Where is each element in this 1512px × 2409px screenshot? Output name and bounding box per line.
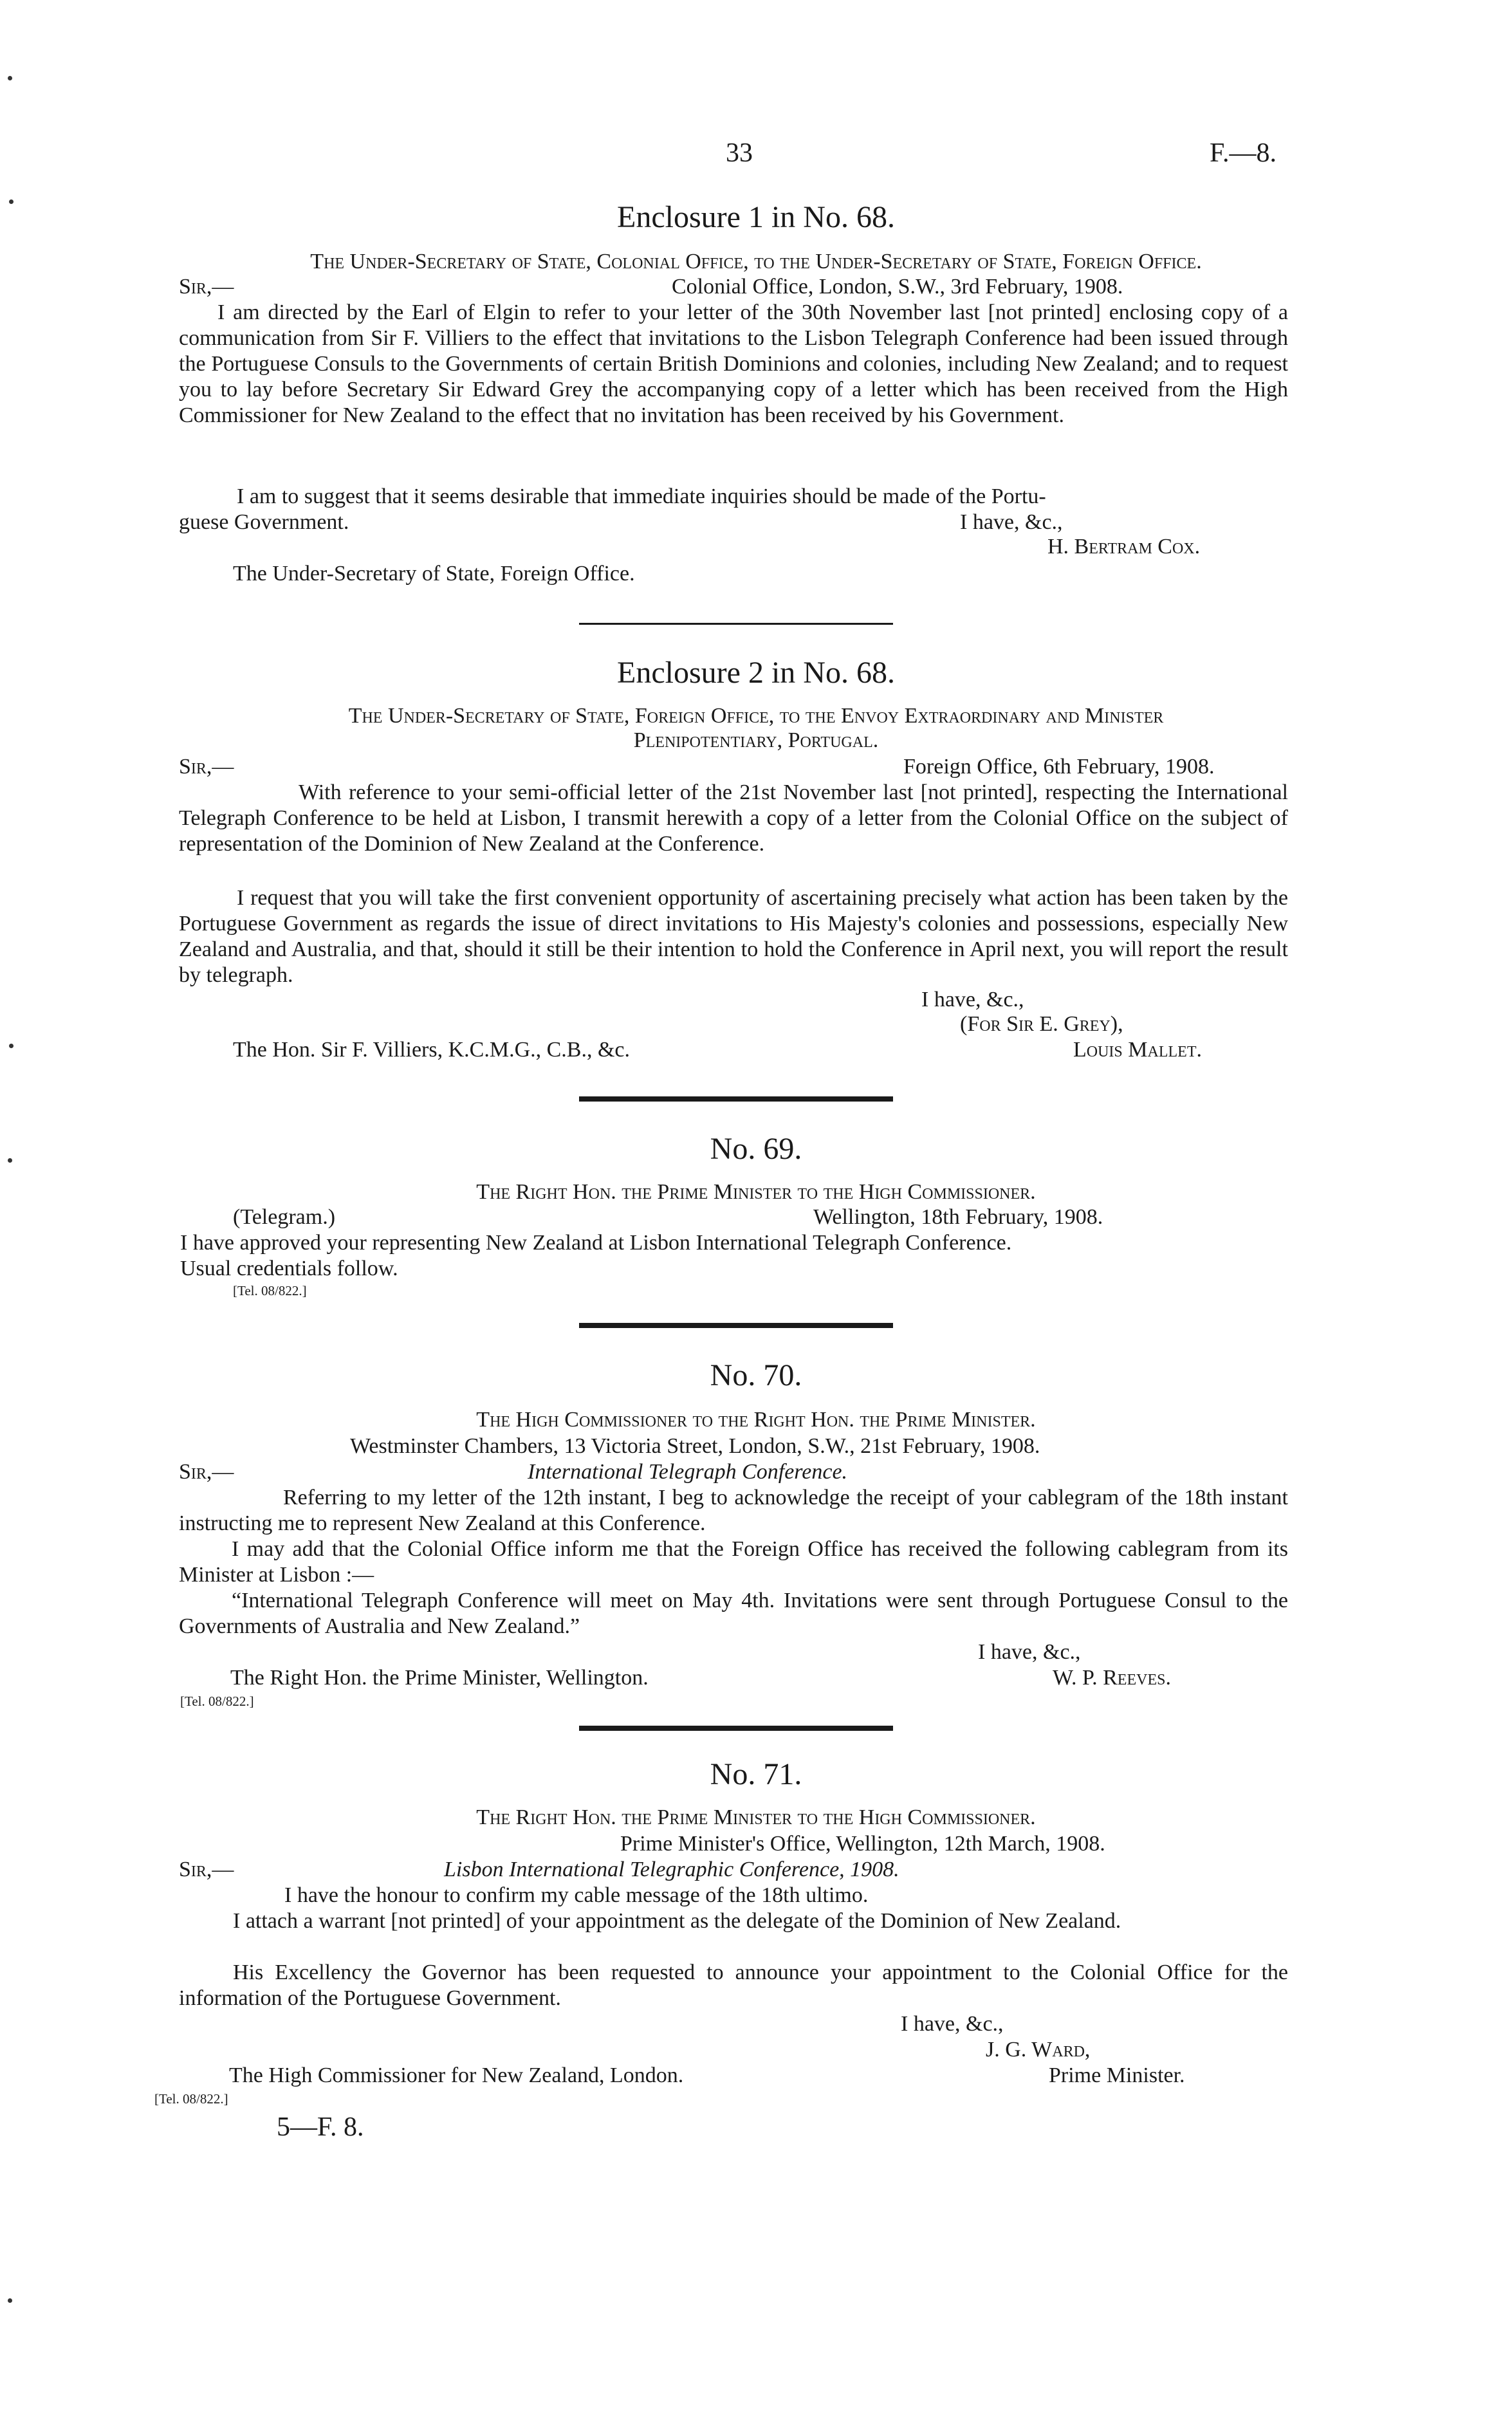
margin-mark (9, 1044, 14, 1048)
enclosure-1-signature: H. Bertram Cox. (1047, 535, 1201, 558)
enclosure-1-addressee: The Under-Secretary of State, Foreign Office. (233, 562, 635, 586)
no-71-signature-title: Prime Minister. (1049, 2063, 1185, 2087)
no-70-signature: W. P. Reeves. (1053, 1666, 1171, 1690)
no-70-addressee: The Right Hon. the Prime Minister, Wellington. (230, 1666, 649, 1690)
section-divider (579, 1096, 893, 1102)
section-divider (579, 1726, 893, 1731)
no-71-subtitle: The Right Hon. the Prime Minister to the High Commissioner. (476, 1805, 1036, 1829)
section-divider (579, 623, 893, 625)
no-71-signature: J. G. Ward, (986, 2038, 1091, 2062)
enclosure-1-paragraph-1: I am directed by the Earl of Elgin to refer to your letter of the 30th November last [not printed] enclosing copy of a communication from Sir F. Villiers to the effect that invitations to the Lisbon Telegraph Conference had been issued through the Portuguese Consuls to the Governments of certain British Dominions and colonies, including New Zealand; and to request you to lay before Secretary Sir Edward Grey the accompanying copy of a letter which has been received from the High Commissioner for New Zealand to the effect that no invitation has been received by his Government. (179, 300, 1288, 427)
no-71-paragraph-3: His Excellency the Governor has been requested to announce your appointment to the Colonial Office for the information of the Portuguese Government. (179, 1961, 1288, 2010)
no-71-topic: Lisbon International Telegraphic Conference, 1908. (444, 1858, 899, 1881)
sheet-signature-mark: 5—F. 8. (277, 2112, 364, 2142)
no-71-paragraph-2: I attach a warrant [not printed] of your appointment as the delegate of the Dominion of New Zealand. (233, 1909, 1121, 1933)
no-69-place-date: Wellington, 18th February, 1908. (813, 1205, 1103, 1229)
section-divider (579, 1323, 893, 1328)
no-69-subtitle: The Right Hon. the Prime Minister to the High Commissioner. (476, 1180, 1036, 1204)
enclosure-2-closing: I have, &c., (921, 988, 1024, 1011)
no-71-salutation: Sir,— (179, 1858, 234, 1881)
enclosure-2-paragraph-1: With reference to your semi-official letter of the 21st November last [not printed], respecting the International Telegraph Conference to be held at Lisbon, I transmit herewith a copy of a letter from the Colonial Office on the subject of representation of the Dominion of New Zealand at the Conference. (179, 780, 1288, 856)
no-70-topic: International Telegraph Conference. (528, 1460, 848, 1484)
no-71-closing: I have, &c., (901, 2012, 1004, 2036)
no-70-paragraph-1: Referring to my letter of the 12th instant, I beg to acknowledge the receipt of your cablegram of the 18th instant instructing me to represent New Zealand at this Conference. (179, 1486, 1288, 1535)
no-70-salutation: Sir,— (179, 1460, 234, 1484)
no-70-place-date: Westminster Chambers, 13 Victoria Street, London, S.W., 21st February, 1908. (350, 1434, 1040, 1458)
margin-mark (8, 76, 12, 80)
no-70-subtitle: The High Commissioner to the Right Hon. the Prime Minister. (476, 1408, 1036, 1432)
enclosure-1-title: Enclosure 1 in No. 68. (617, 200, 895, 234)
no-70-paragraph-2: I may add that the Colonial Office inform me that the Foreign Office has received the following cablegram from its Minister at Lisbon :— (179, 1537, 1288, 1587)
paper-reference: F.—8. (1210, 138, 1277, 168)
no-69-text-line-1: I have approved your representing New Zealand at Lisbon International Telegraph Conference. (180, 1231, 1012, 1255)
enclosure-2-salutation: Sir,— (179, 755, 234, 779)
no-69-title: No. 69. (710, 1132, 802, 1166)
no-71-place-date: Prime Minister's Office, Wellington, 12th March, 1908. (620, 1832, 1105, 1856)
no-70-paragraph-3: “International Telegraph Conference will meet on May 4th. Invitations were sent through Portuguese Consul to the Governments of Australia and New Zealand.” (179, 1589, 1288, 1638)
no-69-text-line-2: Usual credentials follow. (180, 1257, 398, 1280)
no-69-telegram-label: (Telegram.) (233, 1205, 336, 1229)
enclosure-2-for-line: (For Sir E. Grey), (960, 1012, 1123, 1036)
enclosure-1-paragraph-2-line-1: I am to suggest that it seems desirable that immediate inquiries should be made of the Portu- (237, 485, 1046, 508)
enclosure-1-subtitle: The Under-Secretary of State, Colonial Office, to the Under-Secretary of State, Foreign Office. (310, 250, 1202, 273)
enclosure-1-salutation: Sir,— (179, 275, 234, 299)
enclosure-2-addressee: The Hon. Sir F. Villiers, K.C.M.G., C.B., &c. (233, 1038, 631, 1062)
enclosure-2-title: Enclosure 2 in No. 68. (617, 656, 895, 690)
no-70-file-reference: [Tel. 08/822.] (180, 1694, 254, 1709)
no-71-paragraph-1: I have the honour to confirm my cable message of the 18th ultimo. (284, 1883, 869, 1907)
no-70-title: No. 70. (710, 1358, 802, 1392)
enclosure-1-paragraph-2-line-2: guese Government. (179, 510, 349, 534)
enclosure-2-place-date: Foreign Office, 6th February, 1908. (903, 755, 1215, 779)
enclosure-1-place-date: Colonial Office, London, S.W., 3rd February, 1908. (672, 275, 1123, 299)
enclosure-2-signature: Louis Mallet. (1073, 1038, 1202, 1062)
no-71-title: No. 71. (710, 1757, 802, 1791)
page-number: 33 (726, 138, 753, 168)
enclosure-2-subtitle-line-1: The Under-Secretary of State, Foreign Office, to the Envoy Extraordinary and Minister (348, 704, 1164, 728)
margin-mark (8, 2298, 12, 2303)
no-71-file-reference: [Tel. 08/822.] (154, 2091, 228, 2107)
no-71-addressee: The High Commissioner for New Zealand, London. (229, 2063, 684, 2087)
enclosure-2-paragraph-2: I request that you will take the first convenient opportunity of ascertaining precisely what action has been taken by the Portuguese Government as regards the issue of direct invitations to His Majesty's colonies and possessions, especially New Zealand and Australia, and that, should it still be their intention to hold the Conference in April next, you will report the result by telegraph. (179, 886, 1288, 987)
enclosure-1-closing: I have, &c., (960, 510, 1063, 534)
no-69-file-reference: [Tel. 08/822.] (233, 1283, 307, 1298)
no-70-closing: I have, &c., (978, 1640, 1081, 1664)
enclosure-2-subtitle-line-2: Plenipotentiary, Portugal. (633, 728, 879, 752)
